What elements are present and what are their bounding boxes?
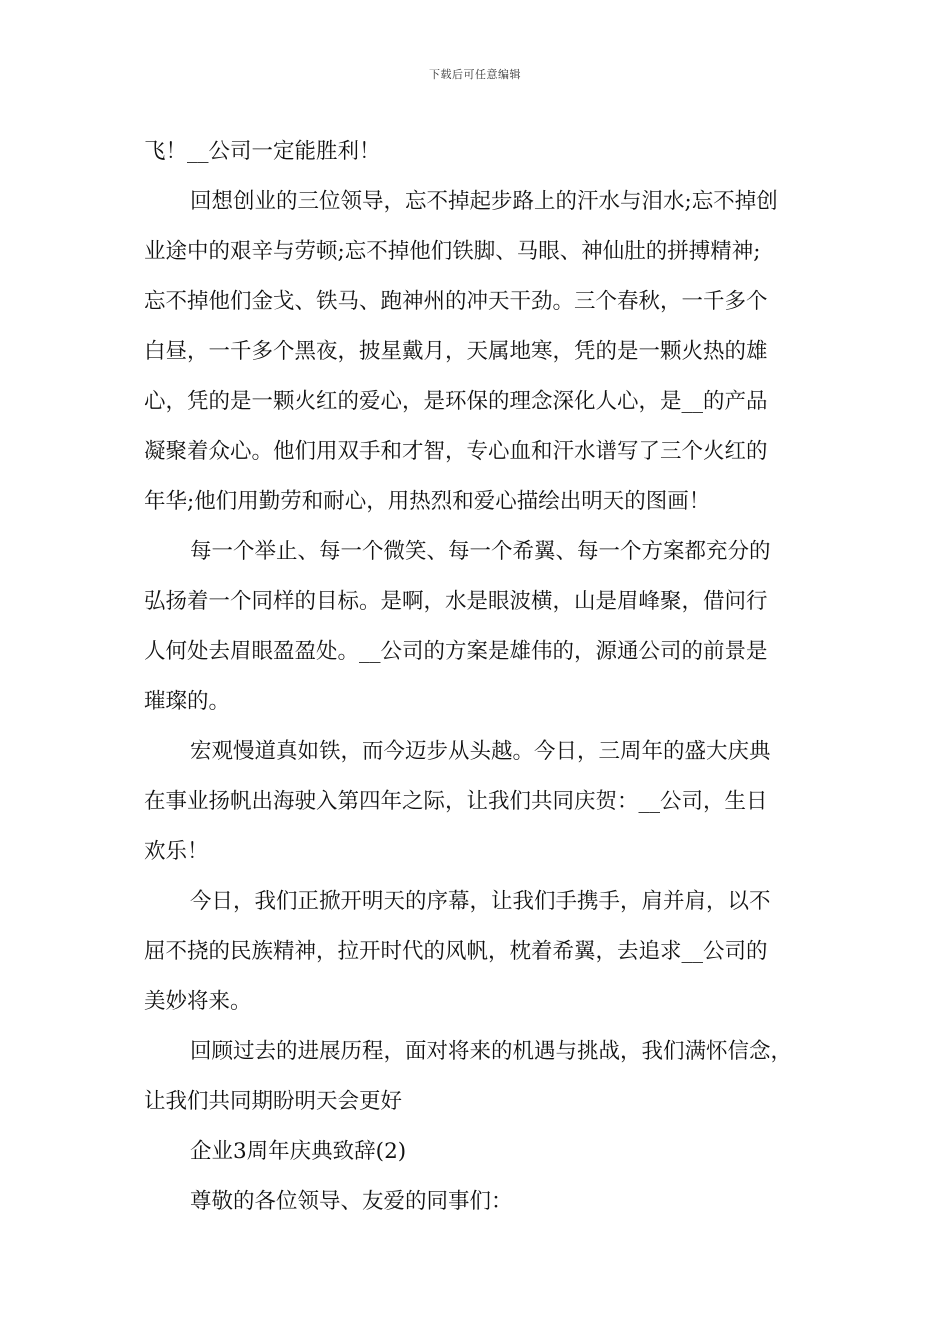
text-line: 回顾过去的进展历程，面对将来的机遇与挑战，我们满怀信念， [190, 1039, 793, 1064]
text-line: 弘扬着一个同样的目标。是啊，水是眼波横，山是眉峰聚，借问行 [144, 589, 768, 614]
text-line: 飞！__公司一定能胜利！ [144, 139, 381, 164]
text-line: 宏观慢道真如铁，而今迈步从头越。今日，三周年的盛大庆典 [190, 739, 771, 764]
text-line: 白昼，一千多个黑夜，披星戴月，天属地寒，凭的是一颗火热的雄 [144, 339, 768, 364]
text-line: 欢乐！ [144, 839, 209, 864]
text-line: 美妙将来。 [144, 989, 252, 1014]
text-line: 业途中的艰辛与劳顿;忘不掉他们铁脚、马眼、神仙肚的拼搏精神; [144, 239, 761, 264]
text-line: 在事业扬帆出海驶入第四年之际，让我们共同庆贺：__公司，生日 [144, 789, 768, 814]
text-line: 屈不挠的民族精神，拉开时代的风帆，枕着希翼，去追求__公司的 [144, 939, 768, 964]
text-line: 璀璨的。 [144, 689, 231, 714]
text-line: 人何处去眉眼盈盈处。__公司的方案是雄伟的，源通公司的前景是 [144, 639, 768, 664]
text-line: 凝聚着众心。他们用双手和才智，专心血和汗水谱写了三个火红的 [144, 439, 768, 464]
text-line: 忘不掉他们金戈、铁马、跑神州的冲天干劲。三个春秋，一千多个 [144, 289, 768, 314]
page-header: 下载后可任意编辑 [429, 68, 521, 81]
text-line: 每一个举止、每一个微笑、每一个希翼、每一个方案都充分的 [190, 539, 771, 564]
text-line: 回想创业的三位领导，忘不掉起步路上的汗水与泪水;忘不掉创 [190, 189, 778, 214]
text-line: 让我们共同期盼明天会更好 [144, 1089, 403, 1114]
text-line: 今日，我们正掀开明天的序幕，让我们手携手，肩并肩，以不 [190, 889, 771, 914]
text-line: 心，凭的是一颗火红的爱心，是环保的理念深化人心，是__的产品 [144, 389, 768, 414]
text-line: 年华;他们用勤劳和耐心，用热烈和爱心描绘出明天的图画！ [144, 489, 711, 514]
section-title: 企业3周年庆典致辞(2) [190, 1139, 407, 1164]
salutation: 尊敬的各位领导、友爱的同事们： [190, 1189, 513, 1214]
